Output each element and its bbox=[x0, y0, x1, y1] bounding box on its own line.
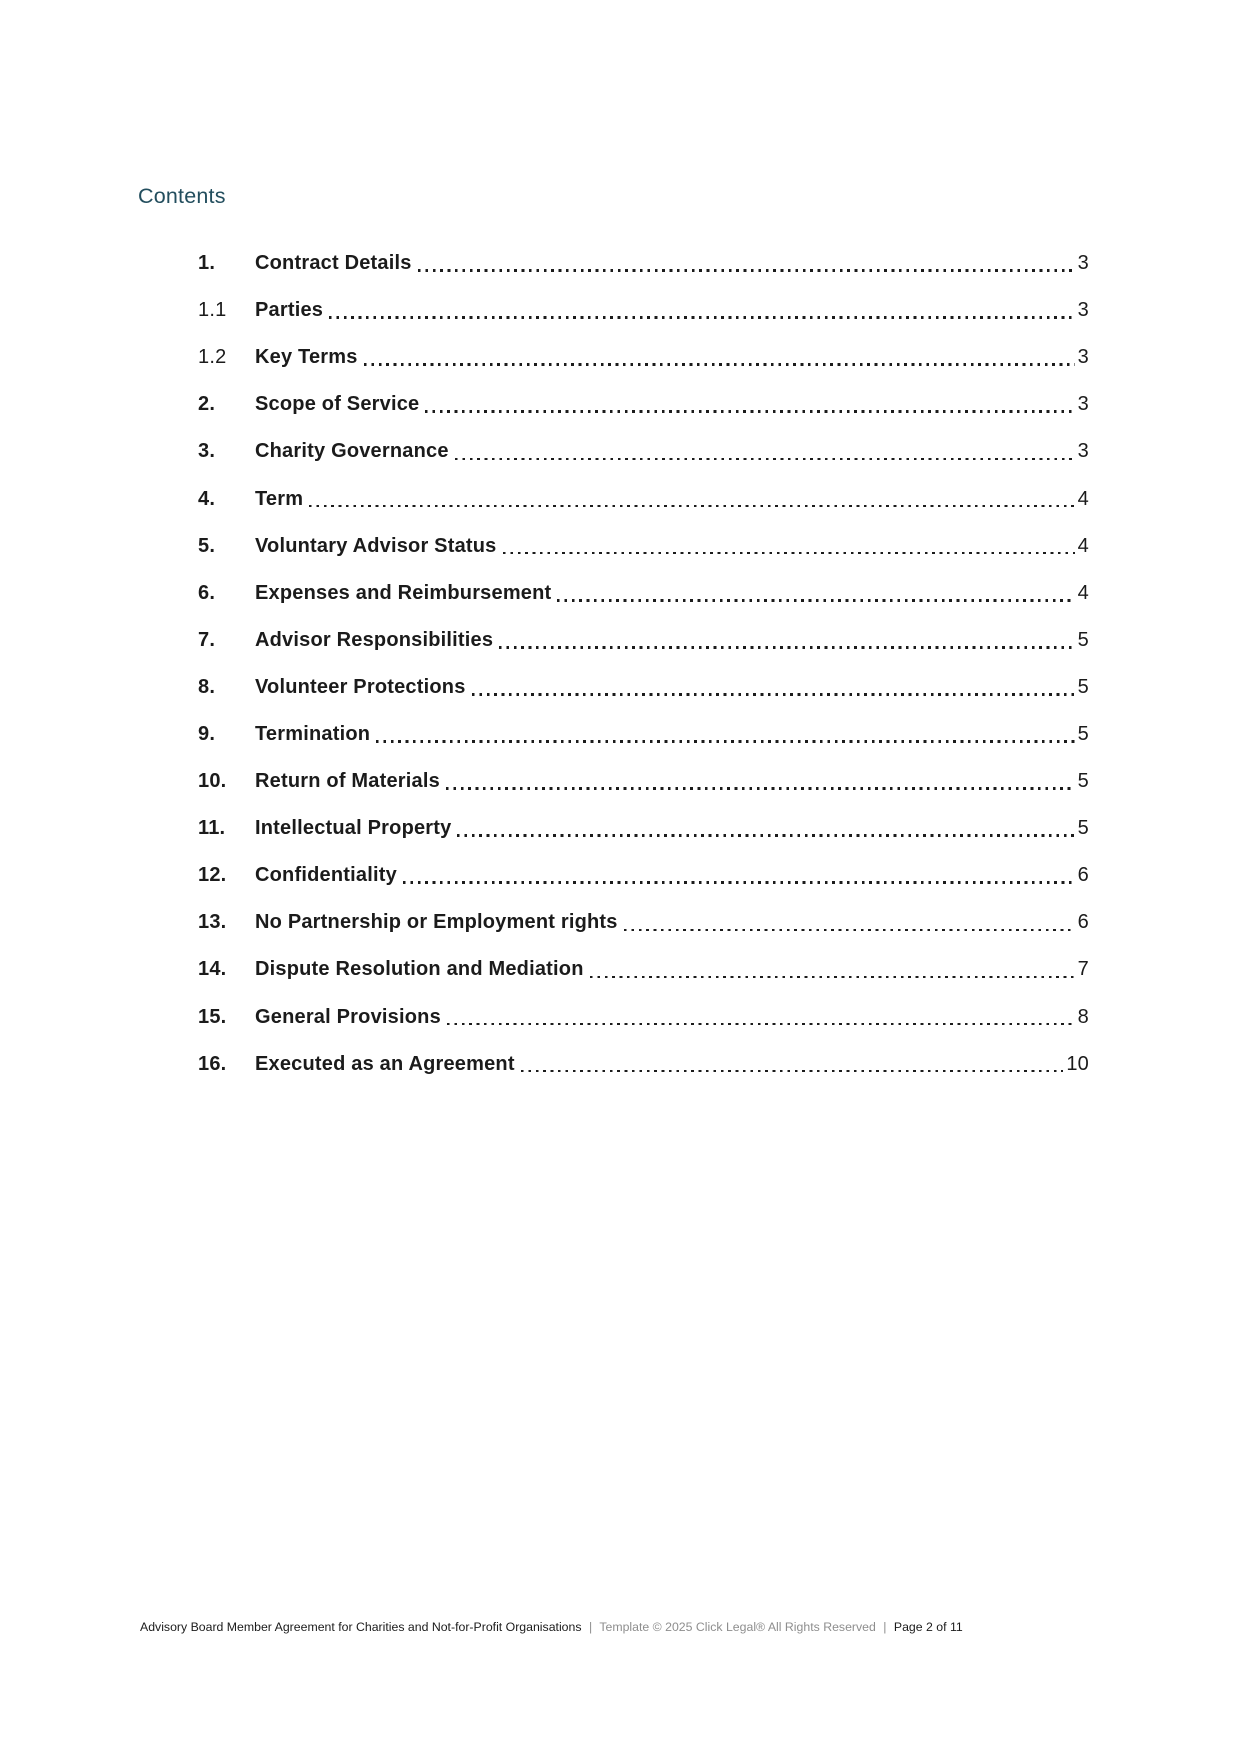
toc-entry-page-number: 8 bbox=[1077, 1005, 1089, 1028]
toc-entry-page-number: 3 bbox=[1077, 393, 1089, 416]
toc-entry-title: Intellectual Property bbox=[255, 817, 452, 840]
toc-entry-page-number: 3 bbox=[1077, 299, 1089, 322]
toc-entry-number: 1.2 bbox=[198, 346, 227, 369]
toc-entry[interactable] bbox=[198, 523, 1089, 570]
toc-entry-number: 6. bbox=[198, 581, 216, 604]
toc-entry[interactable] bbox=[198, 711, 1089, 758]
toc-entry-number: 15. bbox=[198, 1005, 227, 1028]
toc-dot-leader bbox=[557, 599, 1074, 602]
toc-entry-page-number: 4 bbox=[1077, 534, 1089, 557]
toc-entry-number: 16. bbox=[198, 1052, 227, 1075]
toc-entry-page-number: 10 bbox=[1066, 1052, 1089, 1075]
toc-entry[interactable] bbox=[198, 570, 1089, 617]
toc-entry-page-number: 5 bbox=[1077, 722, 1089, 745]
toc-dot-leader bbox=[472, 693, 1075, 696]
toc-entry-number: 4. bbox=[198, 487, 216, 510]
contents-heading: Contents bbox=[138, 184, 226, 208]
footer-separator: | bbox=[883, 1620, 887, 1634]
toc-dot-leader bbox=[590, 976, 1075, 979]
toc-dot-leader bbox=[521, 1070, 1064, 1073]
toc-entry-page-number: 5 bbox=[1077, 817, 1089, 840]
toc-dot-leader bbox=[446, 787, 1075, 790]
toc-dot-leader bbox=[457, 834, 1074, 837]
toc-entry-page-number: 3 bbox=[1077, 252, 1089, 275]
toc-entry-page-number: 5 bbox=[1077, 770, 1089, 793]
toc-entry-page-number: 5 bbox=[1077, 675, 1089, 698]
toc-entry-page-number: 5 bbox=[1077, 628, 1089, 651]
page-footer bbox=[140, 1620, 1140, 1634]
toc-dot-leader bbox=[418, 269, 1075, 272]
toc-entry-title: Executed as an Agreement bbox=[255, 1052, 515, 1075]
footer-separator: | bbox=[588, 1620, 593, 1634]
toc-entry-number: 12. bbox=[198, 864, 227, 887]
toc-entry-title: No Partnership or Employment rights bbox=[255, 911, 618, 934]
toc-entry-title: Scope of Service bbox=[255, 393, 420, 416]
toc-entry-title: Charity Governance bbox=[255, 440, 449, 463]
toc-entry-page-number: 4 bbox=[1077, 581, 1089, 604]
toc-entry[interactable] bbox=[198, 758, 1089, 805]
toc-entry-page-number: 7 bbox=[1077, 958, 1089, 981]
toc-entry[interactable] bbox=[198, 617, 1089, 664]
toc-dot-leader bbox=[455, 458, 1075, 461]
toc-dot-leader bbox=[499, 646, 1074, 649]
toc-entry-title: Return of Materials bbox=[255, 770, 440, 793]
toc-entry-number: 10. bbox=[198, 770, 227, 793]
toc-entry-title: Key Terms bbox=[255, 346, 358, 369]
toc-entry-title: Termination bbox=[255, 722, 371, 745]
toc-entry[interactable] bbox=[198, 287, 1089, 334]
toc-list bbox=[198, 240, 1089, 1088]
toc-entry-title: Expenses and Reimbursement bbox=[255, 581, 552, 604]
toc-entry-title: Voluntary Advisor Status bbox=[255, 534, 497, 557]
footer-doc-title: Advisory Board Member Agreement for Charities and Not-for-Profit Organisations bbox=[140, 1620, 582, 1634]
toc-entry[interactable] bbox=[198, 852, 1089, 899]
toc-dot-leader bbox=[309, 505, 1074, 508]
toc-entry-title: Parties bbox=[255, 299, 324, 322]
toc-entry[interactable] bbox=[198, 805, 1089, 852]
toc-dot-leader bbox=[376, 740, 1075, 743]
toc-entry-title: Term bbox=[255, 487, 304, 510]
toc-entry-number: 11. bbox=[198, 817, 226, 840]
toc-dot-leader bbox=[503, 552, 1075, 555]
toc-entry[interactable] bbox=[198, 475, 1089, 522]
footer-page-indicator: Page 2 of 11 bbox=[893, 1620, 963, 1634]
toc-entry-title: Volunteer Protections bbox=[255, 675, 466, 698]
toc-entry-page-number: 3 bbox=[1077, 440, 1089, 463]
toc-entry[interactable] bbox=[198, 994, 1089, 1041]
toc-dot-leader bbox=[447, 1023, 1075, 1026]
toc-entry-number: 7. bbox=[198, 628, 216, 651]
toc-entry-title: Dispute Resolution and Mediation bbox=[255, 958, 584, 981]
toc-entry-number: 8. bbox=[198, 675, 216, 698]
toc-entry-number: 1. bbox=[198, 252, 216, 275]
toc-entry[interactable] bbox=[198, 946, 1089, 993]
toc-entry-page-number: 3 bbox=[1077, 346, 1089, 369]
toc-dot-leader bbox=[624, 929, 1075, 932]
toc-entry[interactable] bbox=[198, 240, 1089, 287]
toc-entry[interactable] bbox=[198, 1041, 1089, 1088]
toc-entry[interactable] bbox=[198, 664, 1089, 711]
toc-entry[interactable] bbox=[198, 899, 1089, 946]
toc-dot-leader bbox=[329, 316, 1075, 319]
toc-entry[interactable] bbox=[198, 334, 1089, 381]
toc-entry-page-number: 6 bbox=[1077, 864, 1089, 887]
toc-entry-number: 9. bbox=[198, 722, 216, 745]
footer-rights-notice: Template © 2025 Click Legal® All Rights Reserved bbox=[599, 1620, 876, 1634]
toc-entry-title: General Provisions bbox=[255, 1005, 441, 1028]
toc-dot-leader bbox=[403, 881, 1075, 884]
toc-dot-leader bbox=[364, 363, 1075, 366]
toc-entry-number: 3. bbox=[198, 440, 216, 463]
toc-entry-page-number: 4 bbox=[1077, 487, 1089, 510]
toc-dot-leader bbox=[425, 410, 1074, 413]
toc-entry[interactable] bbox=[198, 381, 1089, 428]
toc-entry-number: 2. bbox=[198, 393, 216, 416]
toc-entry-number: 14. bbox=[198, 958, 227, 981]
toc-entry-page-number: 6 bbox=[1077, 911, 1089, 934]
toc-entry-title: Advisor Responsibilities bbox=[255, 628, 494, 651]
toc-entry-number: 1.1 bbox=[198, 299, 227, 322]
toc-entry-title: Contract Details bbox=[255, 252, 412, 275]
toc-entry-title: Confidentiality bbox=[255, 864, 397, 887]
toc-entry[interactable] bbox=[198, 428, 1089, 475]
toc-entry-number: 5. bbox=[198, 534, 216, 557]
toc-entry-number: 13. bbox=[198, 911, 227, 934]
